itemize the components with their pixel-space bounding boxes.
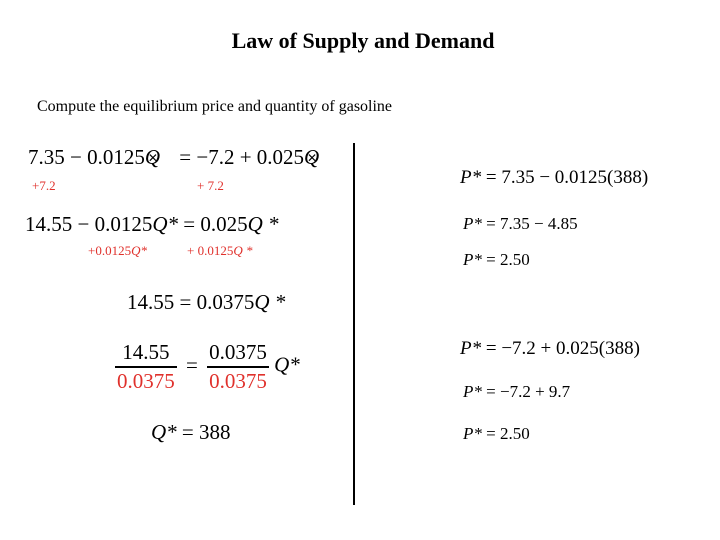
eq2-var: Q* — [152, 212, 179, 236]
eq2-add-left — [88, 243, 147, 259]
eq2-text: 14.55 − 0.0125 — [25, 212, 153, 236]
eq2-var2: Q * — [247, 212, 279, 236]
p2-var: P* — [463, 214, 482, 233]
eq1-lhs-const: 7.35 — [28, 145, 65, 169]
p3-var: P* — [463, 250, 482, 269]
p4-text: = −7.2 + 0.025(388) — [481, 338, 640, 359]
eq2-add-right-coef: + 0.0125 — [187, 243, 234, 258]
equation-1 — [28, 145, 319, 170]
p5-text: = −7.2 + 9.7 — [481, 382, 571, 401]
equation-3 — [127, 290, 285, 315]
eq1-add-right: + 7.2 — [197, 178, 224, 193]
eq4-equals: = — [186, 352, 198, 377]
eq3-text: 14.55 = 0.0375 — [127, 290, 255, 314]
p6-var: P* — [463, 424, 482, 443]
eq2-add-left-coef: +0.0125 — [88, 243, 132, 258]
price-eq-1 — [460, 167, 648, 189]
page-subtitle: Compute the equilibrium price and quantity of gasoline — [37, 98, 393, 115]
eq5-text: = 388 — [176, 420, 231, 444]
eq1-var: Q ✕ — [145, 145, 160, 170]
fraction-right-bar — [207, 366, 269, 368]
eq2-mid: = 0.025 — [178, 212, 248, 236]
eq4-var: Q* — [274, 352, 300, 377]
eq1-lhs-op: − 0.0125 — [64, 145, 145, 169]
price-eq-3 — [463, 250, 530, 270]
fraction-left-numerator: 14.55 — [122, 340, 170, 364]
eq1-add-left: +7.2 — [32, 178, 56, 193]
p4-var: P* — [460, 338, 482, 359]
eq2-add-right-var: Q * — [233, 243, 253, 258]
price-eq-2 — [463, 214, 578, 234]
price-eq-6 — [463, 424, 530, 444]
p2-text: = 7.35 − 4.85 — [481, 214, 578, 233]
equation-4 — [115, 340, 300, 394]
eq1-mid: = −7.2 + 0.025 — [174, 145, 305, 169]
p5-var: P* — [463, 382, 482, 401]
eq5-var: Q* — [151, 420, 177, 444]
eq2-add-left-var: Q* — [131, 243, 147, 258]
fraction-left-bar — [115, 366, 177, 368]
fraction-left — [115, 340, 177, 394]
fraction-right-denominator: 0.0375 — [209, 368, 267, 393]
fraction-left-denominator: 0.0375 — [117, 368, 175, 393]
p6-text: = 2.50 — [481, 424, 530, 443]
p3-text: = 2.50 — [481, 250, 530, 269]
eq3-var: Q * — [254, 290, 286, 314]
equation-5 — [151, 420, 231, 445]
eq1-var2: Q ✕ — [304, 145, 319, 170]
price-eq-4 — [460, 338, 640, 360]
column-divider — [353, 143, 355, 505]
p1-text: = 7.35 − 0.0125(388) — [481, 167, 649, 188]
fraction-right — [207, 340, 269, 394]
eq2-add-right — [187, 243, 252, 259]
equation-2 — [25, 212, 279, 237]
page-title: Law of Supply and Demand — [231, 28, 495, 53]
price-eq-5 — [463, 382, 570, 402]
p1-var: P* — [460, 167, 482, 188]
fraction-right-numerator: 0.0375 — [209, 340, 267, 364]
